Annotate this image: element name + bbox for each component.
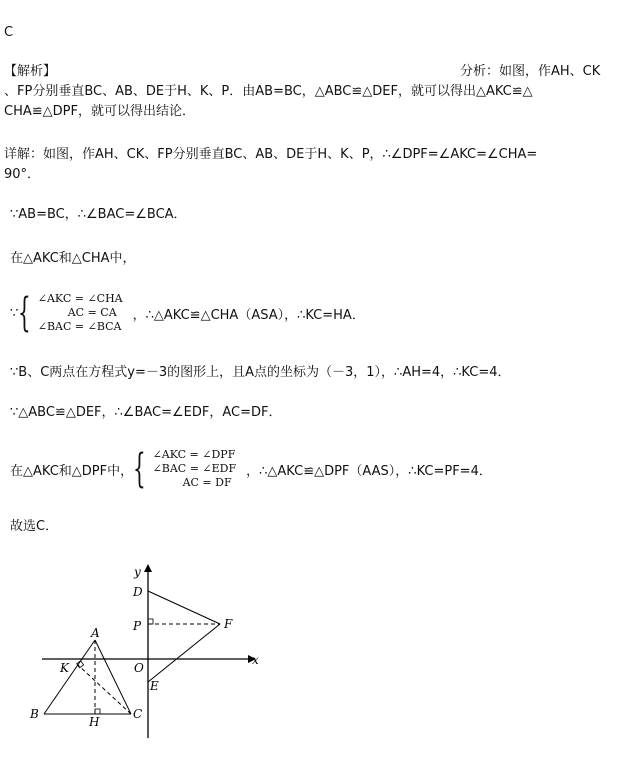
system-1-eq-1: ∠AKC = ∠CHA [37,292,123,305]
solution-line-4: 在△AKC和△CHA中， [10,251,136,266]
solution-line-3: ∵AB=BC，∴∠BAC=∠BCA． [10,207,187,222]
y-axis-arrow [144,564,152,572]
right-angle-P [148,619,153,624]
label-H: H [89,715,100,729]
label-A: A [91,626,100,640]
solution-line-1: 详解：如图，作AH、CK、FP分别垂直BC、AB、DE于H、K、P，∴∠DPF=∠AKC=∠CHA= [4,147,538,162]
label-D: D [133,585,143,599]
label-E: E [150,679,159,693]
system-1-equations [38,292,123,334]
system-1 [10,292,365,334]
analysis-tag: 【解析】 [4,64,57,79]
label-B: B [30,707,39,721]
label-K: K [60,661,69,675]
system-1-prefix: ∵ [10,305,19,321]
system-1-eq-3: ∠BAC = ∠BCA [37,320,122,333]
geometry-figure [20,558,270,748]
answer-text: C [4,25,14,40]
system-2-equations [153,448,237,490]
system-1-eq-2: AC = CA [67,306,117,319]
system-2-suffix: ，∴△AKC≌△DPF（AAS），∴KC=PF=4． [246,463,492,479]
system-2-prefix: 在△AKC和△DPF中， [10,463,134,479]
label-O: O [134,661,144,675]
analysis-line-2: 、FP分别垂直BC、AB、DE于H、K、P．由AB=BC，△ABC≌△DEF，就可以得出△AKC≌△ [4,84,533,99]
system-2-brace: { [133,446,146,492]
segment-AB [44,640,95,714]
solution-line-7: ∵△ABC≌△DEF，∴∠BAC=∠EDF，AC=DF． [10,405,282,420]
label-C: C [133,707,143,721]
segment-DF [148,591,220,624]
system-2 [10,448,492,490]
label-P: P [133,619,142,633]
solution-line-2: 90°． [4,167,41,182]
system-2-eq-1: ∠AKC = ∠DPF [152,448,236,461]
system-1-brace: { [18,290,32,336]
solution-line-6: ∵B、C两点在方程式y=－3的图形上，且A点的坐标为（－3，1），∴AH=4，∴KC=4． [10,365,511,380]
system-2-eq-3: AC = DF [182,476,232,489]
system-1-suffix: ，∴△AKC≌△CHA（ASA），∴KC=HA． [132,307,365,323]
segment-AC [95,640,131,714]
right-angle-H [95,709,100,714]
segment-FE [148,624,220,682]
conclusion: 故选C． [10,519,59,534]
segment-CK [78,665,131,714]
label-F: F [224,617,233,631]
label-y: y [134,565,141,579]
label-x: x [252,653,259,667]
analysis-line-3: CHA≌△DPF，就可以得出结论． [4,104,195,119]
system-2-eq-2: ∠BAC = ∠EDF [152,462,237,475]
analysis-label: 分析：如图，作AH、CK [460,64,601,79]
